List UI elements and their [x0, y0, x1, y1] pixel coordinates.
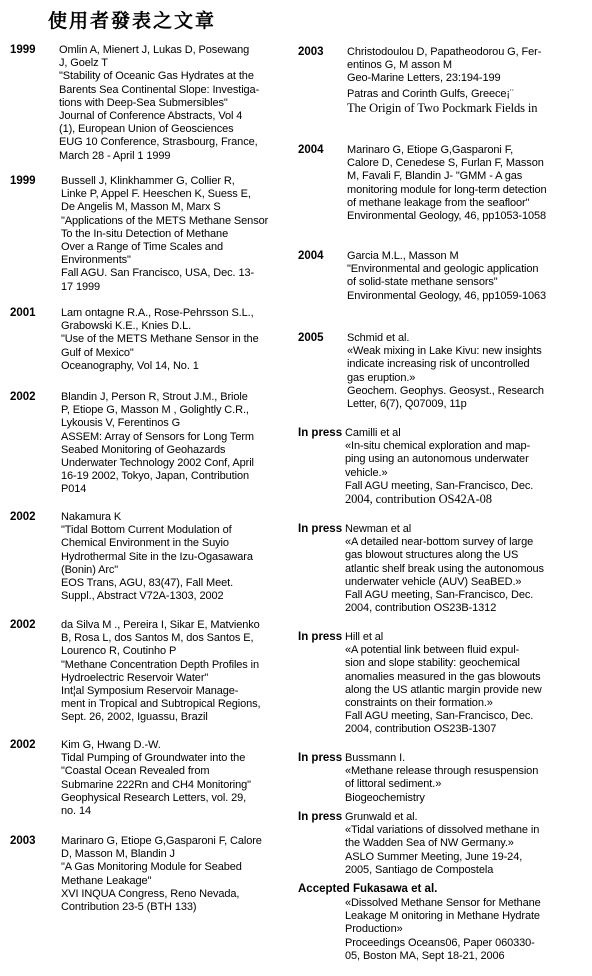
citation-line: (1), European Union of Geosciences: [59, 123, 234, 136]
citation-line: Lykousis V, Ferentinos G: [61, 417, 181, 430]
citation-line: The Origin of Two Pockmark Fields in: [347, 100, 538, 115]
citation-line: March 28 - April 1 1999: [59, 149, 171, 162]
entry-citation: [347, 144, 547, 223]
page-title: 使用者發表之文章: [48, 10, 217, 32]
citation-line: Fall AGU meeting, San-Francisco, Dec.: [345, 479, 534, 492]
citation-line: "Applications of the METS Methane Sensor: [61, 214, 269, 227]
citation-line: ment in Tropical and Subtropical Regions,: [61, 698, 261, 711]
citation-line: Grabowski K.E., Knies D.L.: [61, 320, 192, 333]
entry-citation: [347, 250, 546, 303]
citation-line: indicate increasing risk of uncontrolled: [347, 358, 530, 371]
citation-line: EUG 10 Conference, Strasbourg, France,: [59, 136, 258, 149]
citation-line: atlantic shelf break using the autonomous: [345, 562, 544, 575]
citation-line: «A potential link between fluid expul-: [345, 644, 520, 657]
citation-line: "Stability of Oceanic Gas Hydrates at the: [59, 70, 254, 83]
citation-line: J, Goelz T: [59, 57, 108, 70]
citation-line: (Bonin) Arc": [61, 563, 119, 576]
entry-year: 1999: [10, 44, 36, 56]
citation-line: «In-situ chemical exploration and map-: [345, 440, 531, 453]
citation-line: EOS Trans, AGU, 83(47), Fall Meet.: [61, 576, 234, 589]
entry-citation: [61, 307, 259, 373]
citation-line: "A Gas Monitoring Module for Seabed: [61, 861, 242, 874]
citation-line: Tidal Pumping of Groundwater into the: [61, 752, 246, 765]
citation-line: Chemical Environment in the Suyio: [61, 537, 229, 550]
citation-line: Calore D, Cenedese S, Furlan F, Masson: [347, 157, 544, 170]
citation-line: "Use of the METS Methane Sensor in the: [61, 333, 259, 346]
citation-line: Environmental Geology, 46, pp1053-1058: [347, 209, 547, 222]
citation-line: 17 1999: [61, 280, 101, 293]
entry-year: 2002: [10, 391, 36, 403]
citation-line: Garcia M.L., Masson M: [347, 250, 459, 262]
citation-line: Environmental Geology, 46, pp1059-1063: [347, 289, 547, 302]
citation-line: 2004, contribution OS42A-08: [345, 491, 492, 506]
entry-citation: [345, 427, 533, 506]
entry-year: 2003: [298, 46, 324, 58]
citation-line: Lam ontagne R.A., Rose-Pehrsson S.L.,: [61, 307, 254, 319]
entry-year: In press: [298, 523, 343, 535]
entry-year: 2005: [298, 332, 324, 344]
entry-year: 2002: [10, 739, 36, 751]
citation-line: «A detailed near-bottom survey of large: [345, 536, 534, 549]
citation-line: "Methane Concentration Depth Profiles in: [61, 658, 260, 671]
entry-year: 2002: [10, 619, 36, 631]
citation-line: Methane Leakage": [61, 874, 152, 887]
citation-line: Christodoulou D, Papatheodorou G, Fer-: [347, 46, 542, 58]
entry-year: Accepted Fukasawa et al.: [298, 883, 438, 895]
citation-line: "Tidal Bottom Current Modulation of: [61, 524, 232, 537]
citation-line: P, Etiope G, Masson M , Golightly C.R.,: [61, 404, 249, 417]
citation-line: Gulf of Mexico": [61, 346, 134, 359]
citation-line: of littoral sediment.»: [345, 778, 442, 791]
citation-line: ASSEM: Array of Sensors for Long Term: [61, 430, 254, 443]
citation-line: Grunwald et al.: [345, 811, 418, 823]
citation-line: tions with Deep-Sea Submersibles": [59, 96, 228, 109]
entry-year: 2001: [10, 307, 36, 319]
entry-year: 2004: [298, 144, 324, 156]
citation-line: Fall AGU meeting, San-Francisco, Dec.: [345, 710, 534, 723]
citation-line: Proceedings Oceans06, Paper 060330-: [345, 936, 535, 949]
entry-citation: [347, 46, 541, 116]
citation-line: vehicle.»: [345, 466, 388, 479]
citation-line: 16-19 2002, Tokyo, Japan, Contribution: [61, 470, 250, 483]
citation-line: Linke P, Appel F. Heeschen K, Suess E,: [61, 188, 251, 201]
citation-line: Letter, 6(7), Q07009, 11p: [347, 397, 467, 410]
citation-line: 2005, Santiago de Compostela: [345, 863, 494, 876]
citation-line: Hydroelectric Reservoir Water": [61, 671, 209, 684]
entry-citation: [61, 739, 251, 818]
citation-line: ASLO Summer Meeting, June 19-24,: [345, 850, 523, 863]
citation-line: Contribution 23-5 (BTH 133): [61, 900, 197, 913]
citation-line: Lourenco R, Coutinho P: [61, 645, 177, 658]
citation-line: Marinaro G, Etiope G,Gasparoni F,: [347, 144, 514, 156]
entry-citation: [345, 523, 544, 615]
citation-line: Fall AGU meeting, San-Francisco, Dec.: [345, 588, 534, 601]
citation-line: Journal of Conference Abstracts, Vol 4: [59, 109, 243, 122]
citation-line: Nakamura K: [61, 511, 122, 523]
citation-line: entinos G, M asson M: [347, 59, 452, 72]
entry-citation: [347, 332, 544, 411]
entry-year: In press: [298, 427, 343, 439]
citation-line: Suppl., Abstract V72A-1303, 2002: [61, 590, 224, 603]
entry-citation: [61, 175, 268, 294]
citation-line: 2004, contribution OS23B-1312: [345, 602, 497, 615]
citation-line: of methane leakage from the seafloor": [347, 196, 530, 209]
citation-line: Underwater Technology 2002 Conf, April: [61, 456, 254, 469]
citation-line: XVI INQUA Congress, Reno Nevada,: [61, 887, 240, 900]
citation-line: «Methane release through resuspension: [345, 765, 539, 778]
citation-line: Omlin A, Mienert J, Lukas D, Posewang: [59, 44, 250, 56]
citation-line: Geochem. Geophys. Geosyst., Research: [347, 384, 544, 397]
citation-line: anomalies measured in the gas blowouts: [345, 670, 541, 683]
citation-line: Sept. 26, 2002, Iguassu, Brazil: [61, 711, 208, 724]
citation-line: Biogeochemistry: [345, 791, 425, 804]
citation-line: Marinaro G, Etiope G,Gasparoni F, Calore: [61, 835, 262, 847]
citation-line: Schmid et al.: [347, 332, 410, 344]
citation-line: gas blowout structures along the US: [345, 549, 519, 562]
citation-line: Barents Sea Continental Slope: Investiga-: [59, 83, 260, 96]
entry-year: 2004: [298, 250, 324, 262]
citation-line: Kim G, Hwang D.-W.: [61, 739, 161, 751]
entry-year: 1999: [10, 175, 36, 187]
citation-line: Camilli et al: [345, 427, 401, 439]
entry-citation: [345, 811, 539, 877]
entry-year: 2002: [10, 511, 36, 523]
citation-line: To the In-situ Detection of Methane: [61, 227, 229, 240]
citation-line: Int¦al Symposium Reservoir Manage-: [61, 684, 239, 697]
citation-line: underwater vehicle (AUV) SeaBED.»: [345, 575, 522, 588]
entry-year: In press: [298, 631, 343, 643]
citation-line: «Weak mixing in Lake Kivu: new insights: [347, 345, 542, 358]
entry-citation: [61, 619, 261, 725]
citation-line: Over a Range of Time Scales and: [61, 240, 223, 253]
citation-line: M, Favali F, Blandin J- "GMM - A gas: [347, 170, 523, 183]
citation-line: Hydrothermal Site in the Izu-Ogasawara: [61, 550, 253, 563]
entry-citation: [345, 897, 541, 963]
citation-line: De Angelis M, Masson M, Marx S: [61, 201, 221, 214]
citation-line: Oceanography, Vol 14, No. 1: [61, 359, 199, 372]
citation-line: no. 14: [61, 804, 91, 817]
entry-citation: [345, 752, 538, 805]
citation-line: of solid-state methane sensors": [347, 276, 498, 289]
citation-line: Seabed Monitoring of Geohazards: [61, 443, 226, 456]
citation-line: «Tidal variations of dissolved methane in: [345, 824, 540, 837]
citation-line: Geophysical Research Letters, vol. 29,: [61, 791, 247, 804]
entry-citation: [61, 391, 254, 497]
citation-line: Submarine 222Rn and CH4 Monitoring": [61, 778, 251, 791]
citation-line: Environments": [61, 254, 131, 267]
citation-line: Fall AGU. San Francisco, USA, Dec. 13-: [61, 267, 255, 280]
entry-citation: [61, 835, 262, 914]
citation-line: Newman et al: [345, 523, 412, 535]
citation-line: Patras and Corinth Gulfs, Greece¡¨: [347, 87, 514, 100]
citation-line: 05, Boston MA, Sept 18-21, 2006: [345, 949, 505, 962]
citation-line: Hill et al: [345, 631, 384, 643]
citation-line: along the US atlantic margin provide new: [345, 683, 542, 696]
entry-year: In press: [298, 811, 343, 823]
citation-line: D, Masson M, Blandin J: [61, 848, 175, 861]
citation-line: 2004, contribution OS23B-1307: [345, 723, 497, 736]
citation-line: "Coastal Ocean Revealed from: [61, 765, 210, 778]
entry-citation: [59, 44, 259, 163]
citation-line: the Wadden Sea of NW Germany.»: [345, 837, 514, 850]
citation-line: "Environmental and geologic application: [347, 263, 539, 276]
entry-year: In press: [298, 752, 343, 764]
citation-line: B, Rosa L, dos Santos M, dos Santos E,: [61, 632, 254, 645]
citation-line: «Dissolved Methane Sensor for Methane: [345, 897, 541, 909]
entry-citation: [61, 511, 253, 603]
entry-year: 2003: [10, 835, 36, 847]
citation-line: ping using an autonomous underwater: [345, 453, 529, 466]
citation-line: gas eruption.»: [347, 371, 416, 384]
citation-line: monitoring module for long-term detection: [347, 183, 547, 196]
citation-line: P014: [61, 483, 87, 496]
citation-line: Blandin J, Person R, Strout J.M., Briole: [61, 391, 248, 403]
citation-line: Leakage M onitoring in Methane Hydrate: [345, 910, 540, 923]
citation-line: da Silva M ., Pereira I, Sikar E, Matvienko: [61, 619, 260, 631]
citation-line: sion and slope stability: geochemical: [345, 657, 520, 670]
citation-line: Production»: [345, 923, 403, 936]
citation-line: constraints on their formation.»: [345, 696, 493, 709]
citation-line: Bussell J, Klinkhammer G, Collier R,: [61, 175, 235, 187]
citation-line: Geo-Marine Letters, 23:194-199: [347, 72, 501, 85]
entry-citation: [345, 631, 542, 737]
citation-line: Bussmann I.: [345, 752, 406, 764]
